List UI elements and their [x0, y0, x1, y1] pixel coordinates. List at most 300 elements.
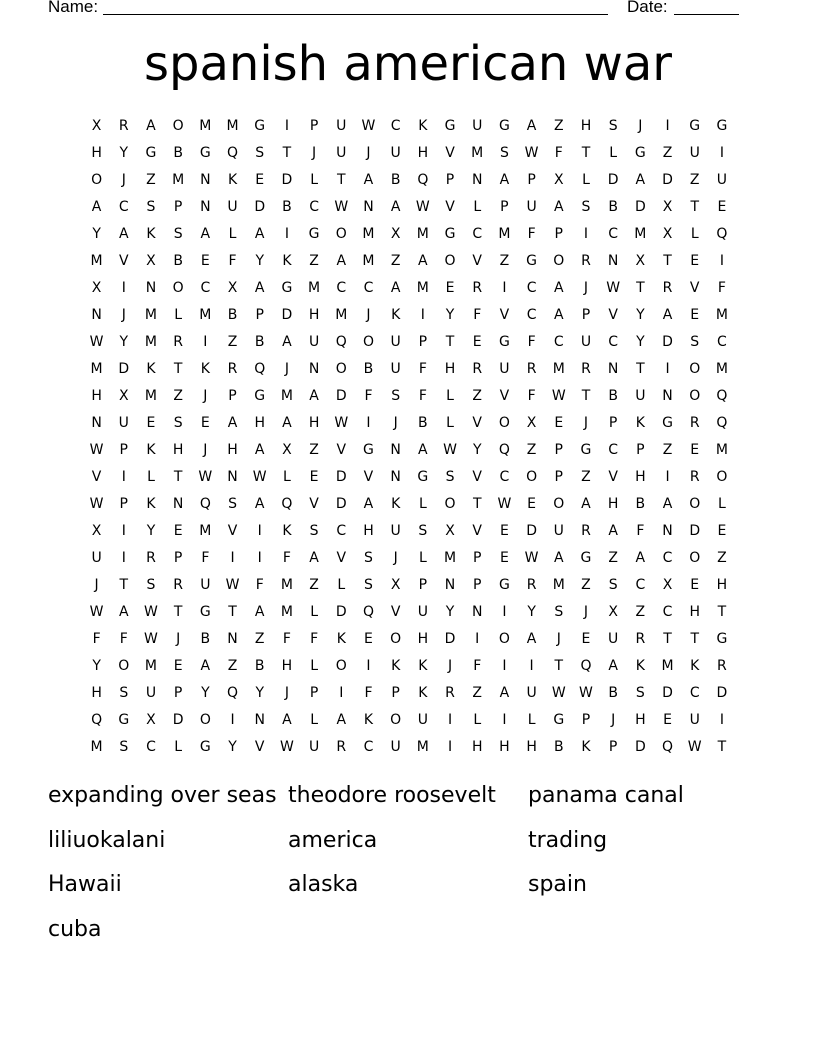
grid-letter[interactable]: W	[89, 603, 104, 620]
grid-letter[interactable]: O	[335, 657, 347, 674]
grid-letter[interactable]: P	[554, 441, 563, 458]
grid-letter[interactable]: J	[366, 144, 371, 161]
grid-letter[interactable]: Q	[662, 738, 674, 755]
grid-letter[interactable]: Q	[281, 495, 293, 512]
grid-letter[interactable]: P	[608, 414, 618, 431]
grid-letter[interactable]: N	[662, 522, 673, 539]
grid-letter[interactable]: M	[90, 252, 103, 269]
grid-letter[interactable]: O	[498, 630, 510, 647]
grid-letter[interactable]: N	[444, 576, 456, 593]
grid-letter[interactable]: N	[227, 630, 238, 647]
grid-letter[interactable]: D	[607, 171, 619, 188]
grid-letter[interactable]: I	[121, 468, 126, 485]
grid-letter[interactable]: U	[716, 171, 728, 188]
grid-letter[interactable]: W	[89, 333, 104, 350]
grid-letter[interactable]: T	[282, 144, 292, 161]
grid-letter[interactable]: C	[608, 225, 619, 242]
grid-letter[interactable]: T	[636, 279, 645, 296]
grid-letter[interactable]: F	[364, 387, 373, 404]
grid-letter[interactable]: V	[472, 414, 482, 431]
grid-letter[interactable]: R	[526, 576, 537, 593]
grid-letter[interactable]: A	[118, 225, 129, 242]
grid-letter[interactable]: M	[416, 738, 429, 755]
grid-letter[interactable]: P	[636, 441, 645, 458]
grid-letter[interactable]: K	[690, 657, 700, 674]
grid-letter[interactable]: I	[447, 738, 453, 755]
grid-letter[interactable]: Z	[553, 117, 564, 134]
grid-letter[interactable]: E	[445, 279, 455, 296]
grid-letter[interactable]: G	[363, 441, 374, 458]
grid-letter[interactable]: O	[689, 360, 701, 377]
grid-letter[interactable]: K	[146, 441, 156, 458]
grid-letter[interactable]: Z	[717, 549, 727, 566]
grid-letter[interactable]: S	[445, 468, 455, 485]
grid-letter[interactable]: A	[118, 603, 129, 620]
grid-letter[interactable]: F	[473, 657, 482, 674]
grid-letter[interactable]: H	[254, 414, 265, 431]
grid-letter[interactable]: Z	[309, 252, 319, 269]
grid-letter[interactable]: U	[390, 738, 401, 755]
grid-letter[interactable]: S	[364, 549, 373, 566]
grid-letter[interactable]: P	[554, 468, 563, 485]
grid-letter[interactable]: W	[551, 684, 566, 701]
grid-letter[interactable]: R	[581, 522, 591, 539]
grid-letter[interactable]: X	[553, 171, 564, 188]
grid-letter[interactable]: H	[716, 576, 728, 593]
grid-letter[interactable]: G	[498, 117, 510, 134]
grid-letter[interactable]: Q	[91, 711, 103, 728]
grid-letter[interactable]: B	[282, 198, 292, 215]
grid-letter[interactable]: Y	[636, 306, 645, 323]
grid-letter[interactable]: O	[172, 279, 184, 296]
grid-letter[interactable]: Y	[472, 441, 482, 458]
grid-letter[interactable]: S	[499, 144, 509, 161]
grid-letter[interactable]: W	[524, 144, 539, 161]
grid-letter[interactable]: N	[91, 414, 102, 431]
grid-letter[interactable]: K	[635, 657, 645, 674]
grid-letter[interactable]: D	[335, 495, 347, 512]
grid-letter[interactable]: I	[719, 252, 724, 269]
grid-letter[interactable]: A	[363, 495, 374, 512]
grid-letter[interactable]: S	[418, 522, 428, 539]
grid-letter[interactable]: K	[282, 522, 292, 539]
grid-letter[interactable]: T	[173, 468, 183, 485]
grid-letter[interactable]: T	[690, 198, 699, 215]
grid-letter[interactable]: C	[146, 738, 156, 755]
grid-letter[interactable]: J	[447, 657, 453, 674]
grid-letter[interactable]: K	[418, 657, 428, 674]
grid-letter[interactable]: S	[364, 576, 373, 593]
grid-letter[interactable]: K	[146, 495, 156, 512]
grid-letter[interactable]: A	[91, 198, 102, 215]
grid-letter[interactable]: Z	[227, 333, 238, 350]
grid-letter[interactable]: J	[203, 441, 208, 458]
grid-letter[interactable]: L	[310, 657, 318, 674]
grid-letter[interactable]: E	[146, 414, 156, 431]
grid-letter[interactable]: B	[173, 252, 183, 269]
grid-letter[interactable]: K	[635, 414, 645, 431]
grid-letter[interactable]: L	[283, 468, 291, 485]
date-blank[interactable]	[674, 14, 739, 15]
grid-letter[interactable]: Q	[716, 225, 728, 242]
grid-letter[interactable]: G	[580, 549, 592, 566]
grid-letter[interactable]: U	[580, 333, 592, 350]
grid-letter[interactable]: H	[91, 144, 102, 161]
grid-letter[interactable]: G	[417, 468, 429, 485]
grid-letter[interactable]: K	[363, 711, 374, 728]
grid-letter[interactable]: A	[227, 414, 238, 431]
grid-letter[interactable]: L	[527, 711, 536, 728]
grid-letter[interactable]: E	[717, 522, 727, 539]
grid-letter[interactable]: G	[199, 738, 211, 755]
grid-letter[interactable]: M	[280, 576, 293, 593]
grid-letter[interactable]: O	[444, 495, 456, 512]
grid-letter[interactable]: F	[364, 684, 373, 701]
grid-letter[interactable]: Z	[472, 684, 483, 701]
grid-letter[interactable]: I	[339, 684, 344, 701]
grid-letter[interactable]: Z	[173, 387, 183, 404]
grid-letter[interactable]: W	[89, 495, 104, 512]
grid-letter[interactable]: A	[581, 495, 591, 512]
grid-letter[interactable]: V	[472, 468, 482, 485]
grid-letter[interactable]: W	[252, 468, 267, 485]
grid-letter[interactable]: R	[173, 333, 184, 350]
grid-letter[interactable]: P	[554, 225, 563, 242]
grid-letter[interactable]: A	[254, 441, 265, 458]
grid-letter[interactable]: O	[390, 711, 402, 728]
grid-letter[interactable]: T	[717, 738, 727, 755]
grid-letter[interactable]: I	[719, 144, 724, 161]
grid-letter[interactable]: T	[663, 252, 672, 269]
grid-letter[interactable]: U	[526, 198, 537, 215]
grid-letter[interactable]: F	[554, 144, 563, 161]
grid-letter[interactable]: H	[417, 144, 429, 161]
grid-letter[interactable]: A	[336, 252, 347, 269]
grid-letter[interactable]: F	[282, 630, 291, 647]
grid-letter[interactable]: P	[581, 306, 591, 323]
grid-letter[interactable]: Z	[608, 549, 618, 566]
grid-letter[interactable]: C	[662, 549, 673, 566]
grid-letter[interactable]: F	[282, 549, 291, 566]
grid-letter[interactable]: L	[310, 711, 318, 728]
grid-letter[interactable]: U	[499, 360, 510, 377]
grid-letter[interactable]: J	[583, 414, 589, 431]
grid-letter[interactable]: O	[444, 252, 456, 269]
grid-letter[interactable]: A	[418, 252, 428, 269]
grid-letter[interactable]: J	[583, 279, 589, 296]
grid-letter[interactable]: D	[335, 603, 347, 620]
grid-letter[interactable]: U	[689, 711, 700, 728]
grid-letter[interactable]: G	[308, 225, 320, 242]
grid-letter[interactable]: M	[552, 576, 565, 593]
grid-letter[interactable]: P	[119, 495, 128, 512]
grid-letter[interactable]: A	[390, 198, 401, 215]
grid-letter[interactable]: U	[390, 522, 401, 539]
grid-letter[interactable]: H	[689, 603, 700, 620]
grid-letter[interactable]: I	[502, 603, 507, 620]
grid-letter[interactable]: O	[91, 171, 103, 188]
grid-letter[interactable]: R	[118, 117, 129, 134]
grid-letter[interactable]: X	[635, 252, 646, 269]
grid-letter[interactable]: C	[336, 279, 347, 296]
grid-letter[interactable]: G	[634, 144, 646, 161]
grid-letter[interactable]: Z	[499, 252, 510, 269]
grid-letter[interactable]: M	[715, 441, 728, 458]
grid-letter[interactable]: Y	[119, 144, 129, 161]
grid-letter[interactable]: J	[366, 306, 371, 323]
grid-letter[interactable]: R	[689, 468, 700, 485]
grid-letter[interactable]: E	[527, 495, 537, 512]
grid-letter[interactable]: F	[119, 630, 128, 647]
grid-letter[interactable]: P	[472, 576, 482, 593]
grid-letter[interactable]: Q	[335, 333, 347, 350]
grid-letter[interactable]: D	[281, 171, 293, 188]
grid-letter[interactable]: L	[718, 495, 726, 512]
grid-letter[interactable]: Z	[662, 441, 673, 458]
grid-letter[interactable]: D	[634, 198, 646, 215]
grid-letter[interactable]: K	[146, 225, 156, 242]
grid-letter[interactable]: R	[662, 279, 673, 296]
grid-letter[interactable]: P	[581, 711, 591, 728]
grid-letter[interactable]: G	[444, 117, 456, 134]
grid-letter[interactable]: L	[690, 225, 699, 242]
grid-letter[interactable]: B	[608, 684, 618, 701]
grid-letter[interactable]: M	[634, 225, 647, 242]
grid-letter[interactable]: N	[471, 171, 483, 188]
grid-letter[interactable]: D	[662, 171, 673, 188]
grid-letter[interactable]: L	[446, 387, 454, 404]
grid-letter[interactable]: H	[635, 468, 646, 485]
grid-letter[interactable]: G	[145, 144, 157, 161]
grid-letter[interactable]: M	[226, 117, 239, 134]
grid-letter[interactable]: N	[200, 198, 211, 215]
grid-letter[interactable]: M	[552, 360, 565, 377]
grid-letter[interactable]: O	[335, 360, 347, 377]
grid-letter[interactable]: E	[690, 441, 700, 458]
grid-letter[interactable]: T	[663, 630, 672, 647]
grid-letter[interactable]: J	[94, 576, 99, 593]
grid-letter[interactable]: R	[445, 684, 455, 701]
grid-letter[interactable]: N	[308, 360, 320, 377]
grid-letter[interactable]: K	[336, 630, 346, 647]
grid-letter[interactable]: G	[118, 711, 130, 728]
grid-letter[interactable]: A	[282, 414, 292, 431]
grid-letter[interactable]: J	[638, 117, 643, 134]
grid-letter[interactable]: Z	[227, 657, 238, 674]
grid-letter[interactable]: K	[418, 684, 428, 701]
grid-letter[interactable]: S	[146, 576, 156, 593]
grid-letter[interactable]: X	[390, 225, 401, 242]
grid-letter[interactable]: J	[611, 711, 616, 728]
grid-letter[interactable]: V	[499, 306, 510, 323]
grid-letter[interactable]: O	[335, 225, 347, 242]
grid-letter[interactable]: F	[418, 360, 427, 377]
grid-letter[interactable]: I	[665, 468, 670, 485]
grid-letter[interactable]: O	[118, 657, 130, 674]
grid-letter[interactable]: E	[173, 657, 183, 674]
grid-letter[interactable]: B	[200, 630, 211, 647]
grid-letter[interactable]: Y	[255, 252, 264, 269]
grid-letter[interactable]: E	[499, 522, 509, 539]
grid-letter[interactable]: T	[228, 603, 237, 620]
grid-letter[interactable]: W	[551, 387, 566, 404]
grid-letter[interactable]: X	[608, 603, 618, 620]
grid-letter[interactable]: I	[366, 657, 371, 674]
grid-letter[interactable]: P	[228, 387, 237, 404]
grid-letter[interactable]: P	[418, 333, 428, 350]
grid-letter[interactable]: D	[716, 684, 728, 701]
grid-letter[interactable]: G	[716, 117, 728, 134]
grid-letter[interactable]: A	[662, 306, 673, 323]
grid-letter[interactable]: B	[608, 387, 618, 404]
grid-letter[interactable]: T	[173, 360, 183, 377]
grid-letter[interactable]: I	[121, 549, 126, 566]
grid-letter[interactable]: H	[91, 684, 102, 701]
grid-letter[interactable]: A	[499, 684, 510, 701]
grid-letter[interactable]: A	[608, 657, 618, 674]
grid-letter[interactable]: A	[254, 603, 265, 620]
grid-letter[interactable]: C	[717, 333, 727, 350]
grid-letter[interactable]: X	[91, 279, 102, 296]
grid-letter[interactable]: S	[608, 576, 618, 593]
grid-letter[interactable]: V	[91, 468, 102, 485]
grid-letter[interactable]: Z	[662, 144, 673, 161]
grid-letter[interactable]: D	[254, 198, 266, 215]
grid-letter[interactable]: M	[443, 549, 457, 566]
grid-letter[interactable]: C	[118, 198, 129, 215]
grid-letter[interactable]: S	[635, 684, 645, 701]
grid-letter[interactable]: A	[254, 495, 265, 512]
grid-letter[interactable]: P	[527, 171, 536, 188]
grid-letter[interactable]: P	[119, 441, 128, 458]
grid-letter[interactable]: M	[715, 306, 728, 323]
grid-letter[interactable]: H	[444, 360, 456, 377]
grid-letter[interactable]: U	[336, 144, 347, 161]
grid-letter[interactable]: E	[690, 576, 700, 593]
grid-letter[interactable]: A	[635, 171, 646, 188]
grid-letter[interactable]: I	[257, 549, 262, 566]
grid-letter[interactable]: M	[362, 252, 375, 269]
grid-letter[interactable]: I	[475, 630, 480, 647]
grid-letter[interactable]: I	[284, 225, 289, 242]
grid-letter[interactable]: V	[472, 252, 482, 269]
grid-letter[interactable]: N	[227, 468, 238, 485]
grid-letter[interactable]: L	[418, 495, 427, 512]
grid-letter[interactable]: B	[390, 171, 401, 188]
grid-letter[interactable]: G	[444, 225, 456, 242]
grid-letter[interactable]: L	[174, 738, 183, 755]
grid-letter[interactable]: F	[527, 333, 536, 350]
grid-letter[interactable]: I	[284, 117, 289, 134]
grid-letter[interactable]: I	[502, 657, 507, 674]
grid-letter[interactable]: P	[391, 684, 400, 701]
grid-letter[interactable]: K	[391, 495, 401, 512]
grid-letter[interactable]: M	[308, 279, 321, 296]
grid-letter[interactable]: L	[147, 468, 155, 485]
grid-letter[interactable]: M	[335, 306, 348, 323]
grid-letter[interactable]: F	[418, 387, 427, 404]
grid-letter[interactable]: C	[309, 198, 319, 215]
grid-letter[interactable]: U	[227, 198, 238, 215]
grid-letter[interactable]: O	[553, 495, 565, 512]
grid-letter[interactable]: B	[227, 306, 238, 323]
grid-letter[interactable]: G	[498, 333, 510, 350]
grid-letter[interactable]: I	[230, 711, 235, 728]
grid-letter[interactable]: U	[336, 117, 347, 134]
grid-letter[interactable]: T	[119, 576, 129, 593]
grid-letter[interactable]: Y	[445, 306, 455, 323]
grid-letter[interactable]: A	[146, 117, 156, 134]
grid-letter[interactable]: J	[312, 144, 317, 161]
grid-letter[interactable]: O	[716, 468, 728, 485]
grid-letter[interactable]: W	[524, 549, 539, 566]
grid-letter[interactable]: M	[715, 360, 728, 377]
grid-letter[interactable]: S	[119, 738, 129, 755]
grid-letter[interactable]: P	[445, 171, 455, 188]
grid-letter[interactable]: N	[254, 711, 265, 728]
grid-letter[interactable]: Y	[228, 738, 237, 755]
grid-letter[interactable]: G	[199, 603, 211, 620]
grid-letter[interactable]: M	[144, 387, 158, 404]
grid-letter[interactable]: U	[417, 603, 428, 620]
grid-letter[interactable]: Z	[390, 252, 401, 269]
grid-letter[interactable]: P	[608, 738, 618, 755]
grid-letter[interactable]: X	[390, 576, 401, 593]
grid-letter[interactable]: R	[336, 738, 347, 755]
grid-letter[interactable]: M	[280, 603, 293, 620]
grid-letter[interactable]: O	[689, 495, 701, 512]
grid-letter[interactable]: H	[635, 711, 646, 728]
grid-letter[interactable]: J	[284, 360, 289, 377]
grid-letter[interactable]: N	[607, 360, 619, 377]
grid-letter[interactable]: W	[361, 117, 376, 134]
grid-letter[interactable]: B	[254, 657, 265, 674]
grid-letter[interactable]: Y	[92, 657, 101, 674]
grid-letter[interactable]: S	[119, 684, 129, 701]
grid-letter[interactable]: A	[608, 522, 618, 539]
grid-letter[interactable]: Q	[580, 657, 592, 674]
grid-letter[interactable]: X	[227, 279, 238, 296]
grid-letter[interactable]: Y	[92, 225, 101, 242]
grid-letter[interactable]: A	[553, 306, 564, 323]
grid-letter[interactable]: W	[225, 576, 240, 593]
grid-letter[interactable]: R	[689, 414, 700, 431]
grid-letter[interactable]: C	[363, 738, 374, 755]
grid-letter[interactable]: E	[200, 252, 210, 269]
grid-letter[interactable]: T	[636, 360, 645, 377]
grid-letter[interactable]: G	[580, 441, 592, 458]
grid-letter[interactable]: K	[200, 360, 210, 377]
grid-letter[interactable]: Q	[716, 387, 728, 404]
grid-letter[interactable]: E	[690, 306, 700, 323]
grid-letter[interactable]: V	[608, 468, 618, 485]
grid-letter[interactable]: U	[390, 333, 401, 350]
grid-letter[interactable]: K	[146, 360, 156, 377]
grid-letter[interactable]: M	[172, 171, 185, 188]
grid-letter[interactable]: G	[498, 576, 510, 593]
grid-letter[interactable]: X	[91, 117, 102, 134]
grid-letter[interactable]: J	[284, 684, 289, 701]
grid-letter[interactable]: R	[472, 360, 483, 377]
grid-letter[interactable]: F	[473, 306, 482, 323]
grid-letter[interactable]: E	[554, 414, 564, 431]
grid-letter[interactable]: F	[636, 522, 645, 539]
grid-letter[interactable]: A	[336, 711, 347, 728]
grid-letter[interactable]: B	[418, 414, 428, 431]
grid-letter[interactable]: R	[146, 549, 156, 566]
grid-letter[interactable]: M	[144, 333, 158, 350]
grid-letter[interactable]: M	[416, 225, 429, 242]
